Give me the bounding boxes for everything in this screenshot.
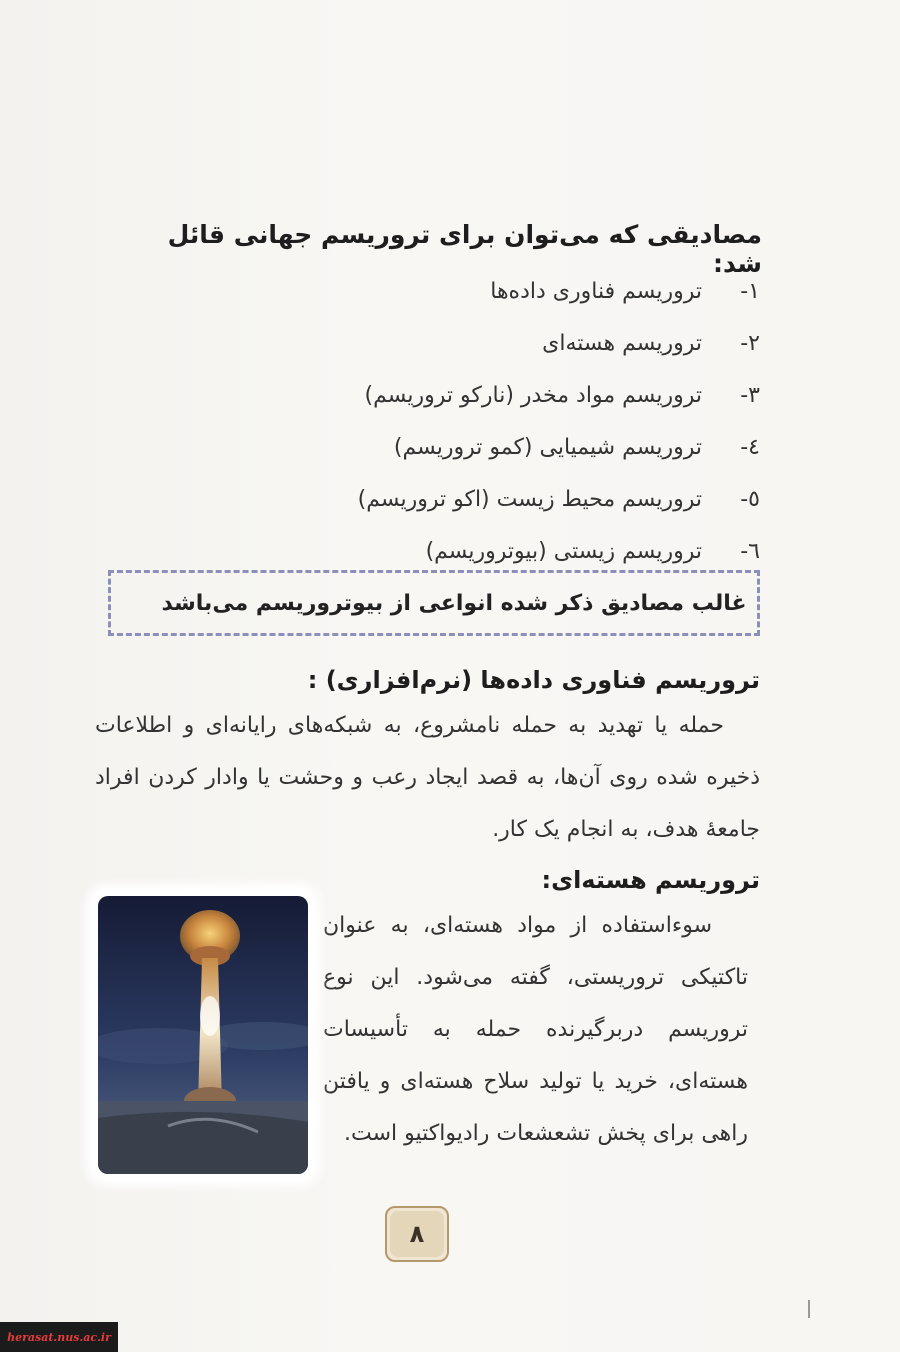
terrorism-types-list	[160, 265, 760, 577]
section-data-terrorism-body: حمله یا تهدید به حمله نامشروع، به شبکه‌های رایانه‌ای و اطلاعات ذخیره شده روی آن‌ها، به قصد ایجاد رعب و وحشت یا وادار کردن افراد جامعهٔ هدف، به انجام یک کار.	[95, 713, 760, 842]
list-item	[160, 369, 760, 421]
list-item-number: ١-	[740, 278, 760, 304]
list-item-text: تروریسم فناوری داده‌ها	[490, 278, 702, 304]
section-nuclear-terrorism-heading: تروریسم هسته‌ای:	[541, 866, 760, 894]
list-item-text: تروریسم هسته‌ای	[542, 330, 702, 356]
list-item	[160, 265, 760, 317]
list-item-number: ٥-	[740, 486, 760, 512]
list-item-text: تروریسم شیمیایی (کمو تروریسم)	[393, 434, 702, 460]
list-item	[160, 421, 760, 473]
notice-box	[108, 570, 760, 636]
list-item-number: ٣-	[740, 382, 760, 408]
list-item-text: تروریسم محیط زیست (اکو تروریسم)	[357, 486, 702, 512]
list-item-number: ٤-	[740, 434, 760, 460]
page-number: ٨	[390, 1211, 444, 1257]
list-item-text: تروریسم زیستی (بیوتروریسم)	[425, 538, 702, 564]
main-heading: مصادیقی که می‌توان برای تروریسم جهانی قائل شد:	[167, 220, 762, 278]
list-item-text: تروریسم مواد مخدر (نارکو تروریسم)	[364, 382, 702, 408]
site-watermark	[0, 1322, 118, 1352]
list-item	[160, 473, 760, 525]
section-data-terrorism-heading: تروریسم فناوری داده‌ها (نرم‌افزاری) :	[307, 666, 760, 694]
nuclear-explosion-image	[92, 890, 314, 1180]
mushroom-cloud-illustration	[98, 896, 308, 1174]
notice-text: غالب مصادیق ذکر شده انواعی از بیوتروریسم می‌باشد	[161, 590, 747, 616]
list-item-number: ٢-	[740, 330, 760, 356]
edge-mark	[808, 1300, 810, 1318]
list-item	[160, 317, 760, 369]
list-item-number: ٦-	[740, 538, 760, 564]
section-nuclear-terrorism-body: سوءاستفاده از مواد هسته‌ای، به عنوان تاکتیکی تروریستی، گفته می‌شود. این نوع تروریسم دربرگیرنده حمله به تأسیسات هسته‌ای، خرید یا تولید سلاح هسته‌ای و یافتن راهی برای پخش تشعشعات رادیواکتیو است.	[323, 913, 748, 1146]
watermark-text: herasat.nus.ac.ir	[7, 1330, 111, 1344]
page-number-tab	[385, 1206, 449, 1262]
